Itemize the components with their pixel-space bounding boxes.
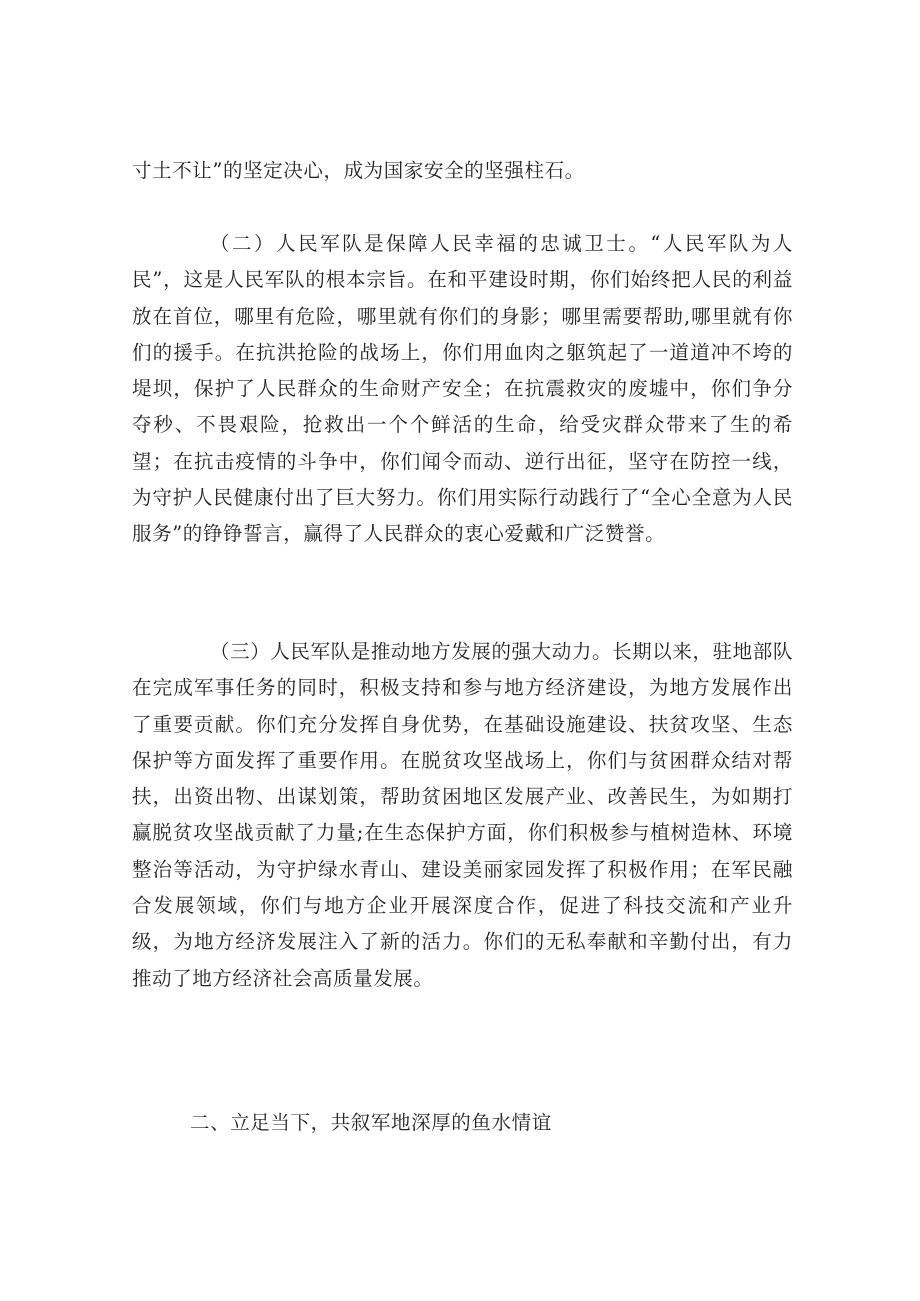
paragraph-section-3: （三）人民军队是推动地方发展的强大动力。长期以来，驻地部队在完成军事任务的同时，积极支持和参与地方经济建设，为地方发展作出了重要贡献。你们充分发挥自身优势，在基础设施建设、扶贫攻坚、生态保护等方面发挥了重要作用。在脱贫攻坚战场上，你们与贫困群众结对帮扶，出资出物、出谋划策，帮助贫困地区发展产业、改善民生，为如期打赢脱贫攻坚战贡献了力量;在生态保护方面，你们积极参与植树造林、环境整治等活动，为守护绿水青山、建设美丽家园发挥了积极作用；在军民融合发展领域，你们与地方企业开展深度合作，促进了科技交流和产业升级，为地方经济发展注入了新的活力。你们的无私奉献和辛勤付出，有力推动了地方经济社会高质量发展。 <box>132 640 793 990</box>
paragraph-continuation: 寸土不让”的坚定决心，成为国家安全的坚强柱石。 <box>132 159 585 182</box>
paragraph-section-2: （二）人民军队是保障人民幸福的忠诚卫士。“人民军队为人民”，这是人民军队的根本宗旨。在和平建设时期，你们始终把人民的利益放在首位，哪里有危险，哪里就有你们的身影；哪里需要帮助,哪里就有你们的援手。在抗洪抢险的战场上，你们用血肉之躯筑起了一道道冲不垮的堤坝，保护了人民群众的生命财产安全；在抗震救灾的废墟中，你们争分夺秒、不畏艰险，抢救出一个个鲜活的生命，给受灾群众带来了生的希望；在抗击疫情的斗争中，你们闻令而动、逆行出征，坚守在防控一线，为守护人民健康付出了巨大努力。你们用实际行动践行了“全心全意为人民服务”的铮铮誓言，赢得了人民群众的衷心爱戴和广泛赞誉。 <box>132 232 793 546</box>
section-heading: 二、立足当下，共叙军地深厚的鱼水情谊 <box>190 1111 552 1134</box>
